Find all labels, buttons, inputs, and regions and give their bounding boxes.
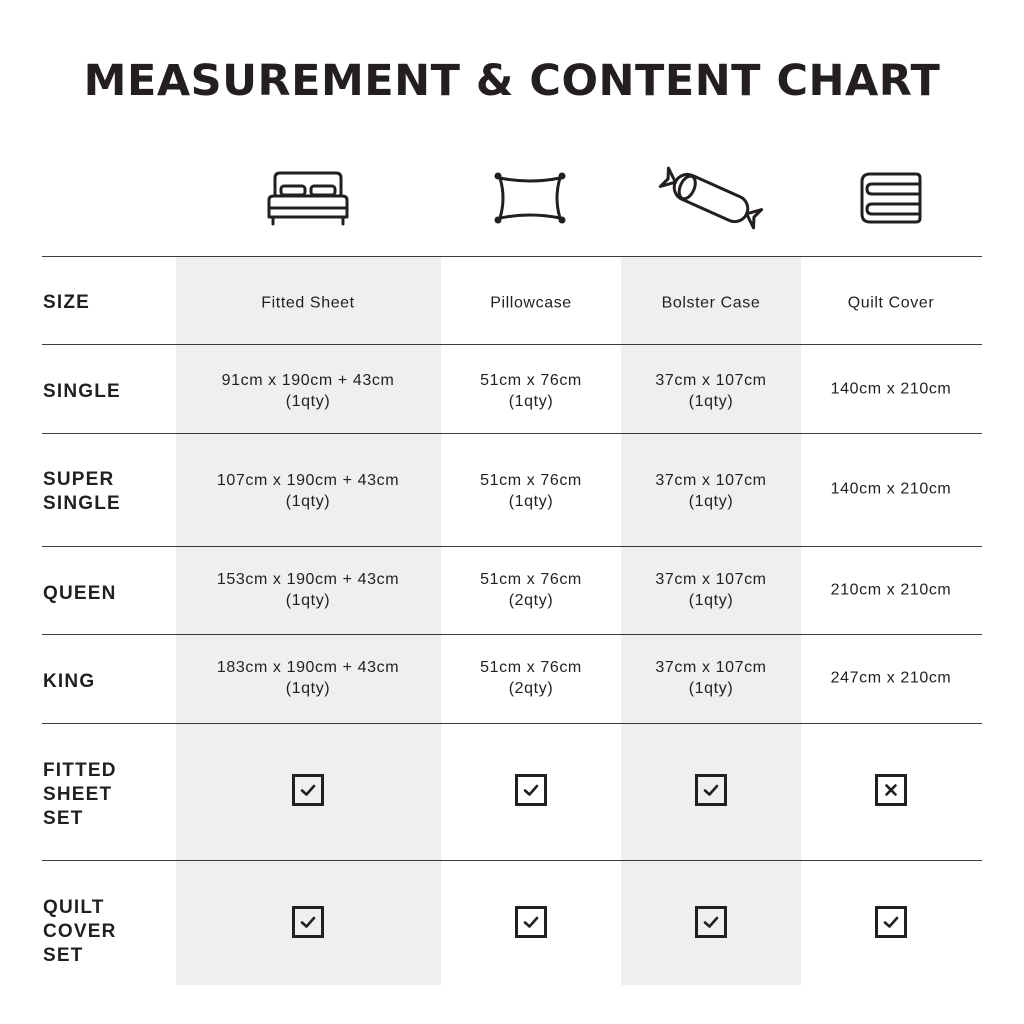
table-cell: 37cm x 107cm (1qty) [655, 659, 767, 697]
table-cell: 51cm x 76cm (2qty) [480, 659, 582, 697]
cross-icon [875, 774, 907, 806]
checkmark-icon [292, 774, 324, 806]
bolster-icon [652, 160, 770, 236]
fitted-sheet-column-shade [176, 257, 441, 985]
table-rule [42, 860, 982, 861]
row-label-king: KING [43, 671, 96, 692]
pillow-icon [492, 170, 568, 226]
checkmark-icon [875, 906, 907, 938]
page-title: MEASUREMENT & CONTENT CHART [83, 56, 941, 106]
checkmark-icon [695, 906, 727, 938]
row-label-quilt-cover-set: QUILT COVER SET [43, 897, 117, 966]
table-rule [42, 723, 982, 724]
bed-icon [265, 170, 351, 226]
table-cell: 37cm x 107cm (1qty) [655, 472, 767, 510]
table-cell: 51cm x 76cm (1qty) [480, 472, 582, 510]
row-label-super-single: SUPER SINGLE [43, 469, 121, 514]
table-cell: 51cm x 76cm (2qty) [480, 571, 582, 609]
table-rule [42, 546, 982, 547]
table-cell: 37cm x 107cm (1qty) [655, 571, 767, 609]
table-cell: 247cm x 210cm [830, 669, 952, 687]
checkmark-icon [515, 774, 547, 806]
folded-quilt-icon [858, 170, 924, 226]
table-cell: 51cm x 76cm (1qty) [480, 372, 582, 410]
table-rule [42, 344, 982, 345]
table-cell: 37cm x 107cm (1qty) [655, 372, 767, 410]
column-header-bolster-case: Bolster Case [661, 294, 761, 312]
row-label-single: SINGLE [43, 381, 121, 402]
table-cell: 210cm x 210cm [830, 581, 952, 599]
column-header-quilt-cover: Quilt Cover [847, 294, 935, 312]
checkmark-icon [515, 906, 547, 938]
column-header-fitted-sheet: Fitted Sheet [261, 294, 355, 312]
row-label-fitted-sheet-set: FITTED SHEET SET [43, 760, 117, 829]
table-rule [42, 433, 982, 434]
table-cell: 153cm x 190cm + 43cm (1qty) [216, 571, 400, 609]
table-cell: 91cm x 190cm + 43cm (1qty) [221, 372, 395, 410]
row-label-queen: QUEEN [43, 583, 117, 604]
table-rule [42, 634, 982, 635]
table-cell: 140cm x 210cm [830, 380, 952, 398]
table-cell: 107cm x 190cm + 43cm (1qty) [216, 472, 400, 510]
table-rule [42, 256, 982, 257]
checkmark-icon [695, 774, 727, 806]
column-header-pillowcase: Pillowcase [490, 294, 572, 312]
bolster-case-column-shade [621, 257, 801, 985]
checkmark-icon [292, 906, 324, 938]
table-cell: 183cm x 190cm + 43cm (1qty) [216, 659, 400, 697]
size-header-label: SIZE [43, 292, 91, 313]
table-cell: 140cm x 210cm [830, 480, 952, 498]
